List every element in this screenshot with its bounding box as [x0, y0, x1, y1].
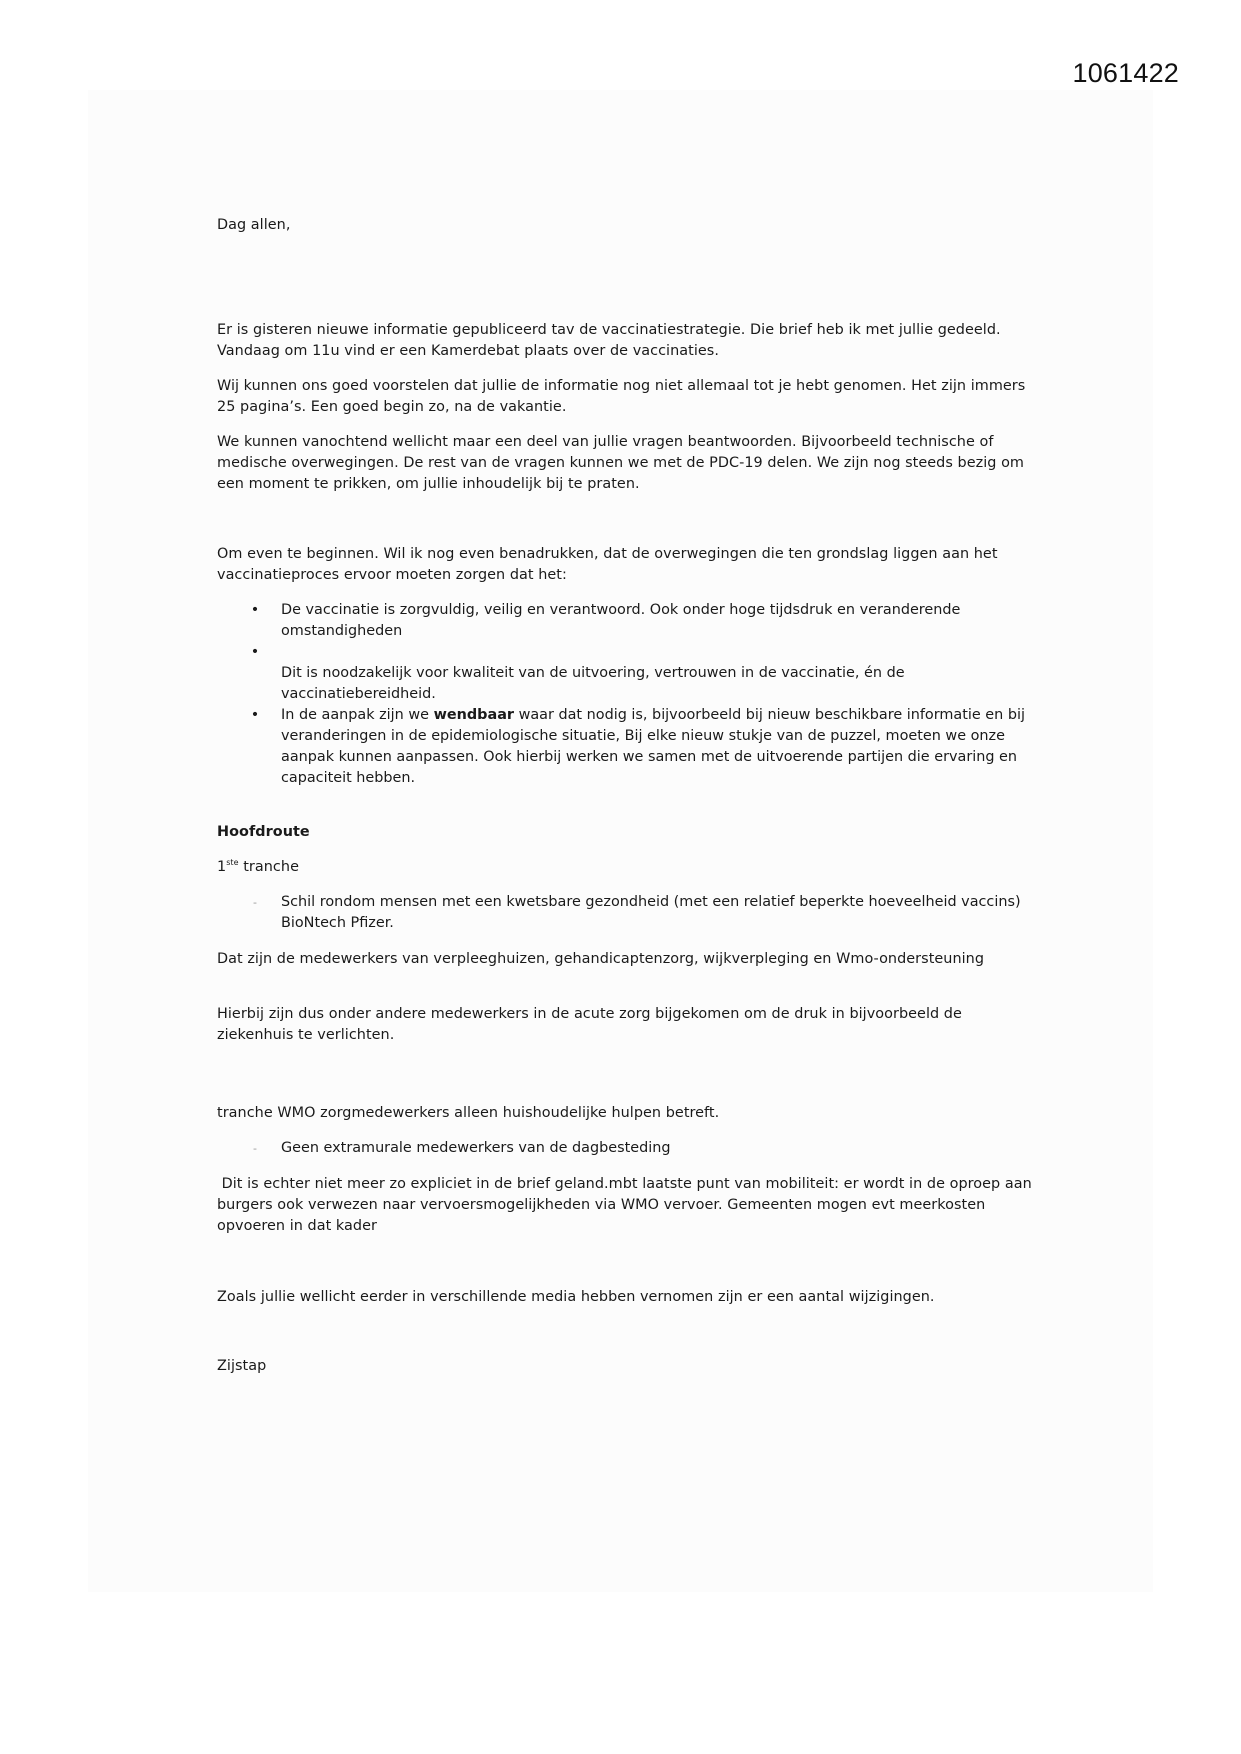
- paragraph-6: [217, 1004, 1037, 1046]
- paragraph-text: Hierbij zijn dus onder andere medewerkers in de acute zorg bijgekomen om de druk in bijvoorbeeld de ziekenhuis te verlichten.: [217, 1006, 962, 1043]
- bullet-list: [217, 600, 1037, 789]
- bullet-item: [217, 642, 1037, 705]
- section-heading: [217, 822, 1037, 843]
- dash-icon: -: [253, 896, 257, 909]
- paragraph-text: We kunnen vanochtend wellicht maar een deel van jullie vragen beantwoorden. Bijvoorbeeld technische of medische overwegingen. De rest van de vragen kunnen we met de PDC-19 delen. We zijn nog steeds bezig om een moment te prikken, om jullie inhoudelijk bij te praten.: [217, 434, 1025, 492]
- paragraph-text: Zoals jullie wellicht eerder in verschillende media hebben vernomen zijn er een aantal wijzigingen.: [217, 1289, 935, 1305]
- paragraph-text: Om even te beginnen. Wil ik nog even benadrukken, dat de overwegingen die ten grondslag liggen aan het vaccinatieproces ervoor moeten zorgen dat het:: [217, 546, 998, 583]
- bullet-item: [217, 600, 1037, 642]
- heading-text: Hoofdroute: [217, 824, 310, 840]
- dash-item: [217, 892, 1037, 934]
- paragraph-text: tranche WMO zorgmedewerkers alleen huishoudelijke hulpen betreft.: [217, 1105, 720, 1121]
- dash-item-text: Geen extramurale medewerkers van de dagbesteding: [281, 1140, 671, 1156]
- dash-list-2: [217, 1138, 1037, 1159]
- paragraph-3: [217, 432, 1037, 495]
- greeting-text: Dag allen,: [217, 217, 291, 233]
- paragraph-9: [217, 1287, 1037, 1308]
- bullet-icon: •: [250, 644, 260, 660]
- paragraph-text: Wij kunnen ons goed voorstelen dat jullie de informatie nog niet allemaal tot je hebt genomen. Het zijn immers 25 pagina’s. Een goed begin zo, na de vakantie.: [217, 378, 1026, 415]
- tranche-superscript: ste: [226, 858, 239, 867]
- paragraph-5: [217, 949, 1037, 970]
- bullet-icon: •: [250, 707, 260, 723]
- bullet-text-suffix: waar dat nodig is, bijvoorbeeld bij nieuw beschikbare informatie en bij veranderingen in de epidemiologische situatie, Bij elke nieuw stukje van de puzzel, moeten we onze aanpak kunnen aanpassen. Ook hierbij werken we samen met de uitvoerende partijen die ervaring en capaciteit hebben.: [281, 707, 1025, 786]
- bullet-text: De vaccinatie is zorgvuldig, veilig en verantwoord. Ook onder hoge tijdsdruk en veranderende omstandigheden: [281, 602, 961, 639]
- tranche-number: 1: [217, 859, 227, 875]
- bullet-text-prefix: In de aanpak zijn we: [281, 707, 434, 723]
- paragraph-8: [217, 1174, 1037, 1237]
- greeting: [217, 215, 1037, 236]
- tranche-label: [217, 857, 1037, 878]
- dash-icon: -: [253, 1142, 257, 1155]
- paragraph-text: Zijstap: [217, 1358, 267, 1374]
- tranche-text: tranche: [238, 859, 299, 875]
- paragraph-4: [217, 544, 1037, 586]
- dash-list-1: [217, 892, 1037, 934]
- bullet-item: [217, 705, 1037, 789]
- document-id: 1061422: [1072, 58, 1179, 88]
- paragraph-10: [217, 1356, 1037, 1377]
- paragraph-text: Dit is echter niet meer zo expliciet in de brief geland.mbt laatste punt van mobiliteit: er wordt in de oproep aan burgers ook verwezen naar vervoersmogelijkheden via WMO vervoer. Gemeenten mogen evt meerkosten opvoeren in dat kader: [217, 1176, 1037, 1234]
- paragraph-2: [217, 376, 1037, 418]
- bullet-icon: •: [250, 602, 260, 618]
- paragraph-7: [217, 1103, 1037, 1124]
- paragraph-text: Er is gisteren nieuwe informatie gepubliceerd tav de vaccinatiestrategie. Die brief heb ik met jullie gedeeld. Vandaag om 11u vind er een Kamerdebat plaats over de vaccinaties.: [217, 322, 1001, 359]
- dash-item-text: Schil rondom mensen met een kwetsbare gezondheid (met een relatief beperkte hoeveelheid vaccins) BioNtech Pfizer.: [281, 894, 1021, 931]
- paragraph-text: Dat zijn de medewerkers van verpleeghuizen, gehandicaptenzorg, wijkverpleging en Wmo-ondersteuning: [217, 951, 985, 967]
- bullet-text: Dit is noodzakelijk voor kwaliteit van de uitvoering, vertrouwen in de vaccinatie, én de vaccinatiebereidheid.: [281, 665, 905, 702]
- dash-item: [217, 1138, 1037, 1159]
- paragraph-1: [217, 320, 1037, 362]
- bullet-text-emphasis: wendbaar: [433, 707, 514, 723]
